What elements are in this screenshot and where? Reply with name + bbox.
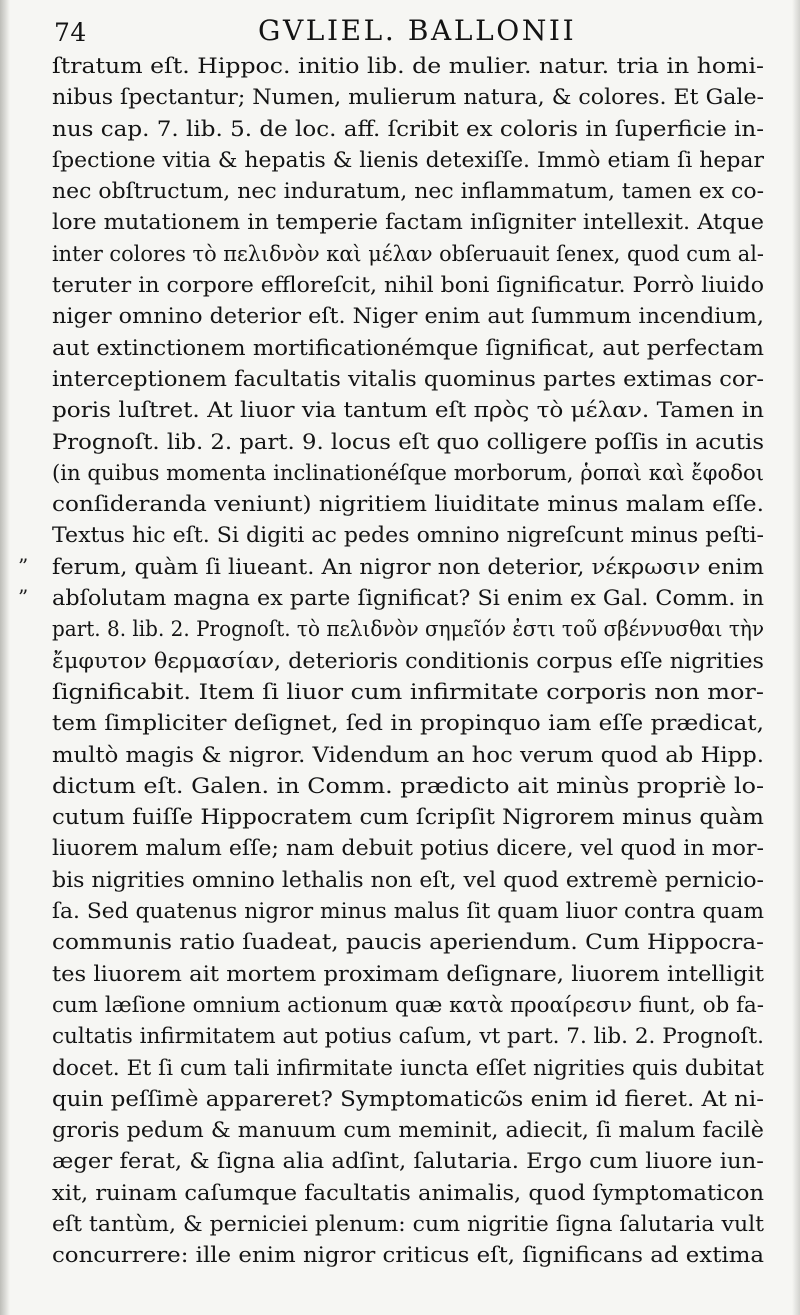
line-text: teruter in corpore effloreſcit, nihil boni ſignificatur. Porrò liuido [52,272,765,298]
text-line [52,1020,782,1051]
line-text: communis ratio ſuadeat, paucis aperiendum. Cum Hippocra- [52,929,764,955]
line-text: æger ferat, & ſigna alia adſint, ſalutaria. Ergo cum liuore iun- [52,1148,764,1174]
line-text: nec obſtructum, nec induratum, nec inflammatum, tamen ex co- [52,178,764,204]
text-line [52,1208,782,1239]
line-text: ἔμφυτον θερμασίαν, deterioris conditionis corpus eſſe nigrities [52,647,764,673]
line-text: nibus ſpectantur; Numen, mulierum natura, & colores. Et Gale- [52,84,765,110]
line-text: lore mutationem in temperie factam inſigniter intellexit. Atque [52,209,765,235]
line-text: ſpectione vitia & hepatis & lienis detexiſſe. Immò etiam ſi hepar [52,146,765,172]
running-head [52,12,782,48]
line-text: tes liuorem ait mortem proximam deſignare, liuorem intelligit [52,960,765,986]
text-line [52,144,782,175]
line-text: tem ſimpliciter deſignet, ſed in propinquo iam eſſe prædicat, [52,710,764,736]
line-text: Textus hic eſt. Si digiti ac pedes omnino nigreſcunt minus peſti- [52,522,765,548]
margin-quote-mark: ” [18,553,29,578]
line-text: bis nigrities omnino lethalis non eſt, vel quod extremè pernicio- [52,866,764,892]
text-line [52,1145,782,1176]
line-text: quin peſſimè appareret? Symptomaticῶs enim id fieret. At ni- [52,1085,764,1111]
line-text: ſtratum eſt. Hippoc. initio lib. de mulier. natur. tria in homi- [52,53,764,78]
text-line [52,519,782,550]
text-line [52,363,782,394]
line-text: xit, ruinam caſumque facultatis animalis, quod ſymptomaticon [52,1179,765,1205]
text-line [18,582,782,613]
line-text: abſolutam magna ex parte ſignificat? Si enim ex Gal. Comm. in [52,585,765,611]
text-line [52,50,782,81]
text-line [52,269,782,300]
line-text: part. 8. lib. 2. Prognoſt. τὸ πελιδνὸν σημεῖόν ἐστι τοῦ σβέννυσθαι τὴν [52,616,765,642]
line-text: liuorem malum eſſe; nam debuit potius dicere, vel quod in mor- [52,835,765,861]
text-line [52,300,782,331]
line-text: nus cap. 7. lib. 5. de loc. aff. ſcribit ex coloris in ſuperficie in- [52,115,765,141]
line-text: dictum eſt. Galen. in Comm. prædicto ait minùs propriè lo- [52,772,765,798]
text-line [52,206,782,237]
text-line [52,238,782,269]
text-line [52,394,782,425]
text-line [18,551,782,582]
line-text: ferum, quàm ſi liueant. An nigror non deterior, νέκρωσιν enim [52,553,764,579]
body-text [18,50,782,1271]
line-text: cum læſione omnium actionum quæ κατὰ προαίρεσιν fiunt, ob fa- [52,991,764,1017]
text-line [52,739,782,770]
page-left-edge-shadow [0,0,10,1315]
text-line [52,676,782,707]
text-line [52,175,782,206]
line-text: interceptionem facultatis vitalis quominus partes extimas cor- [52,365,765,391]
line-text: eſt tantùm, & perniciei plenum: cum nigritie ſigna ſalutaria vult [52,1210,765,1236]
page-number: 74 [54,18,87,47]
text-line [52,958,782,989]
line-text: docet. Et ſi cum tali infirmitate iuncta eſſet nigrities quis dubitat [52,1054,765,1080]
text-line [52,645,782,676]
text-line [52,1083,782,1114]
text-line [52,81,782,112]
text-line [52,613,782,644]
text-line [52,1177,782,1208]
line-text: cutum fuiſſe Hippocratem cum ſcripſit Nigrorem minus quàm [52,804,764,830]
text-line [52,707,782,738]
text-line [52,895,782,926]
line-text: aut extinctionem mortificationémque ſignificat, aut perfectam [52,334,764,360]
text-line [52,457,782,488]
text-line [52,1239,782,1270]
text-line [52,426,782,457]
line-text: poris luſtret. At liuor via tantum eſt πρὸς τὸ μέλαν. Tamen in [52,397,765,423]
text-line [52,488,782,519]
text-line [52,801,782,832]
line-text: concurrere: ille enim nigror criticus eſt, ſignificans ad extima [52,1242,765,1268]
line-text: ſa. Sed quatenus nigror minus malus ſit quam liuor contra quam [52,898,765,924]
line-text: cultatis infirmitatem aut potius caſum, vt part. 7. lib. 2. Prognoſt. [52,1023,764,1049]
text-line [52,770,782,801]
text-line [52,1052,782,1083]
line-text: inter colores τὸ πελιδνὸν καὶ μέλαν obſeruauit ſenex, quod cum al- [52,240,764,266]
text-line [52,332,782,363]
text-line [52,113,782,144]
running-title: GVLIEL. BALLONII [258,14,577,47]
line-text: ſignificabit. Item ſi liuor cum infirmitate corporis non mor- [52,678,764,704]
line-text: conſideranda veniunt) nigritiem liuiditate minus malam eſſe. [52,491,765,517]
line-text: multò magis & nigror. Videndum an hoc verum quod ab Hipp. [52,741,764,767]
line-text: niger omnino deterior eſt. Niger enim aut ſummum incendium, [52,303,764,329]
line-text: groris pedum & manuum cum meminit, adiecit, ſi malum facilè [52,1117,764,1143]
text-line [52,989,782,1020]
text-line [52,1114,782,1145]
line-text: (in quibus momenta inclinationéſque morborum, ῥοπαὶ καὶ ἔφοδοι [52,459,765,485]
margin-quote-mark: ” [18,585,29,610]
text-line [52,926,782,957]
line-text: Prognoſt. lib. 2. part. 9. locus eſt quo colligere poſſis in acutis [52,428,765,454]
page-right-edge-shadow [792,0,800,1315]
page-content [18,12,782,1271]
text-line [52,832,782,863]
text-line [52,864,782,895]
